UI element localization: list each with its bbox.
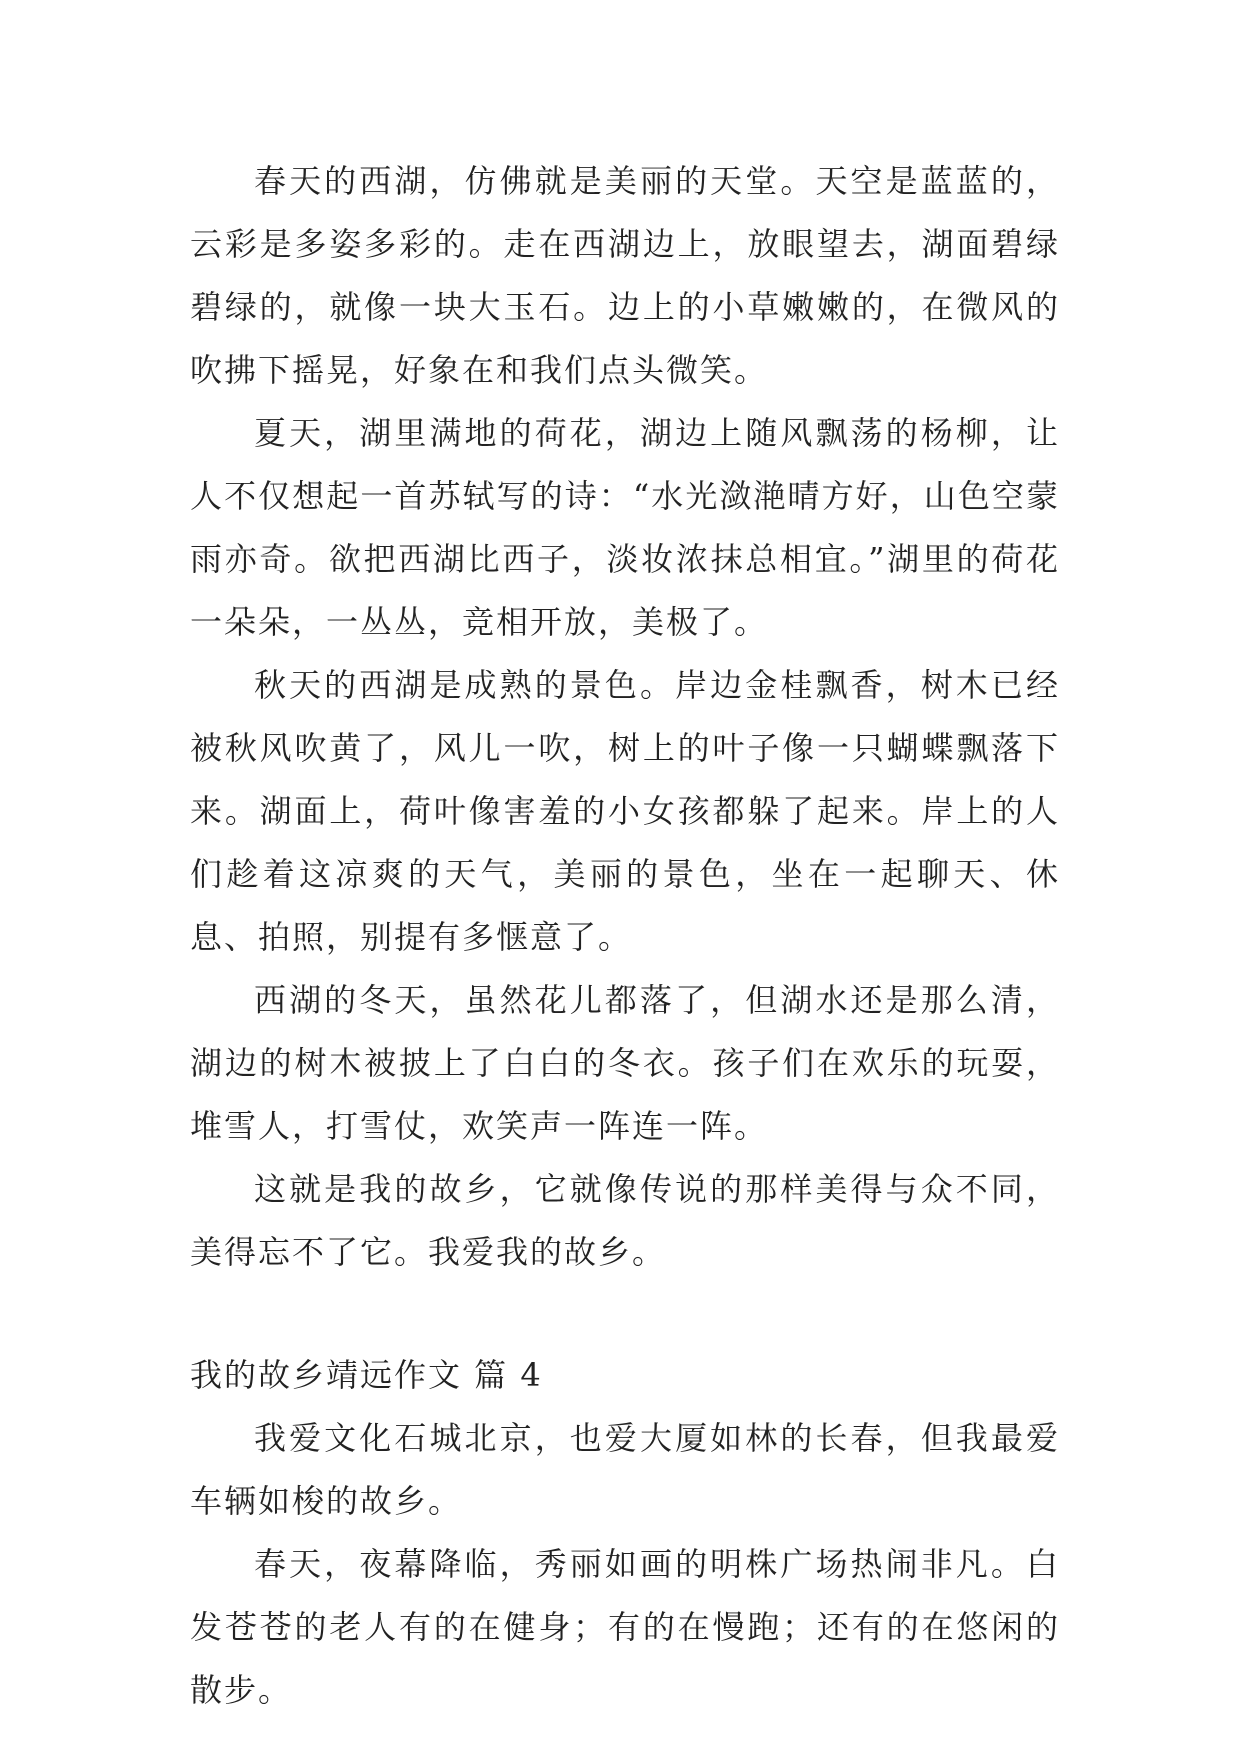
document-body [190, 150, 1060, 1722]
paragraph-summer-west-lake: 夏天，湖里满地的荷花，湖边上随风飘荡的杨柳，让人不仅想起一首苏轼写的诗：“水光潋滟晴方好，山色空蒙雨亦奇。欲把西湖比西子，淡妆浓抹总相宜。”湖里的荷花一朵朵，一丛丛，竞相开放，美极了。 [190, 414, 1060, 641]
paragraph-autumn-west-lake: 秋天的西湖是成熟的景色。岸边金桂飘香，树木已经被秋风吹黄了，风儿一吹，树上的叶子像一只蝴蝶飘落下来。湖面上，荷叶像害羞的小女孩都躲了起来。岸上的人们趁着这凉爽的天气，美丽的景色，坐在一起聊天、休息、拍照，别提有多惬意了。 [190, 666, 1060, 956]
paragraph-intro-hometown: 我爱文化石城北京，也爱大厦如林的长春，但我最爱车辆如梭的故乡。 [190, 1419, 1060, 1520]
paragraph-winter-west-lake: 西湖的冬天，虽然花儿都落了，但湖水还是那么清，湖边的树木被披上了白白的冬衣。孩子们在欢乐的玩耍，堆雪人，打雪仗，欢笑声一阵连一阵。 [190, 981, 1060, 1145]
paragraph-spring-west-lake: 春天的西湖，仿佛就是美丽的天堂。天空是蓝蓝的，云彩是多姿多彩的。走在西湖边上，放眼望去，湖面碧绿碧绿的，就像一块大玉石。边上的小草嫩嫩的，在微风的吹拂下摇晃，好象在和我们点头微笑。 [190, 162, 1060, 389]
section-heading: 我的故乡靖远作文 篇 4 [190, 1356, 543, 1394]
paragraph-conclusion: 这就是我的故乡，它就像传说的那样美得与众不同，美得忘不了它。我爱我的故乡。 [190, 1170, 1060, 1271]
paragraph-spring-evening: 春天，夜幕降临，秀丽如画的明株广场热闹非凡。白发苍苍的老人有的在健身；有的在慢跑；还有的在悠闲的散步。 [190, 1545, 1060, 1709]
